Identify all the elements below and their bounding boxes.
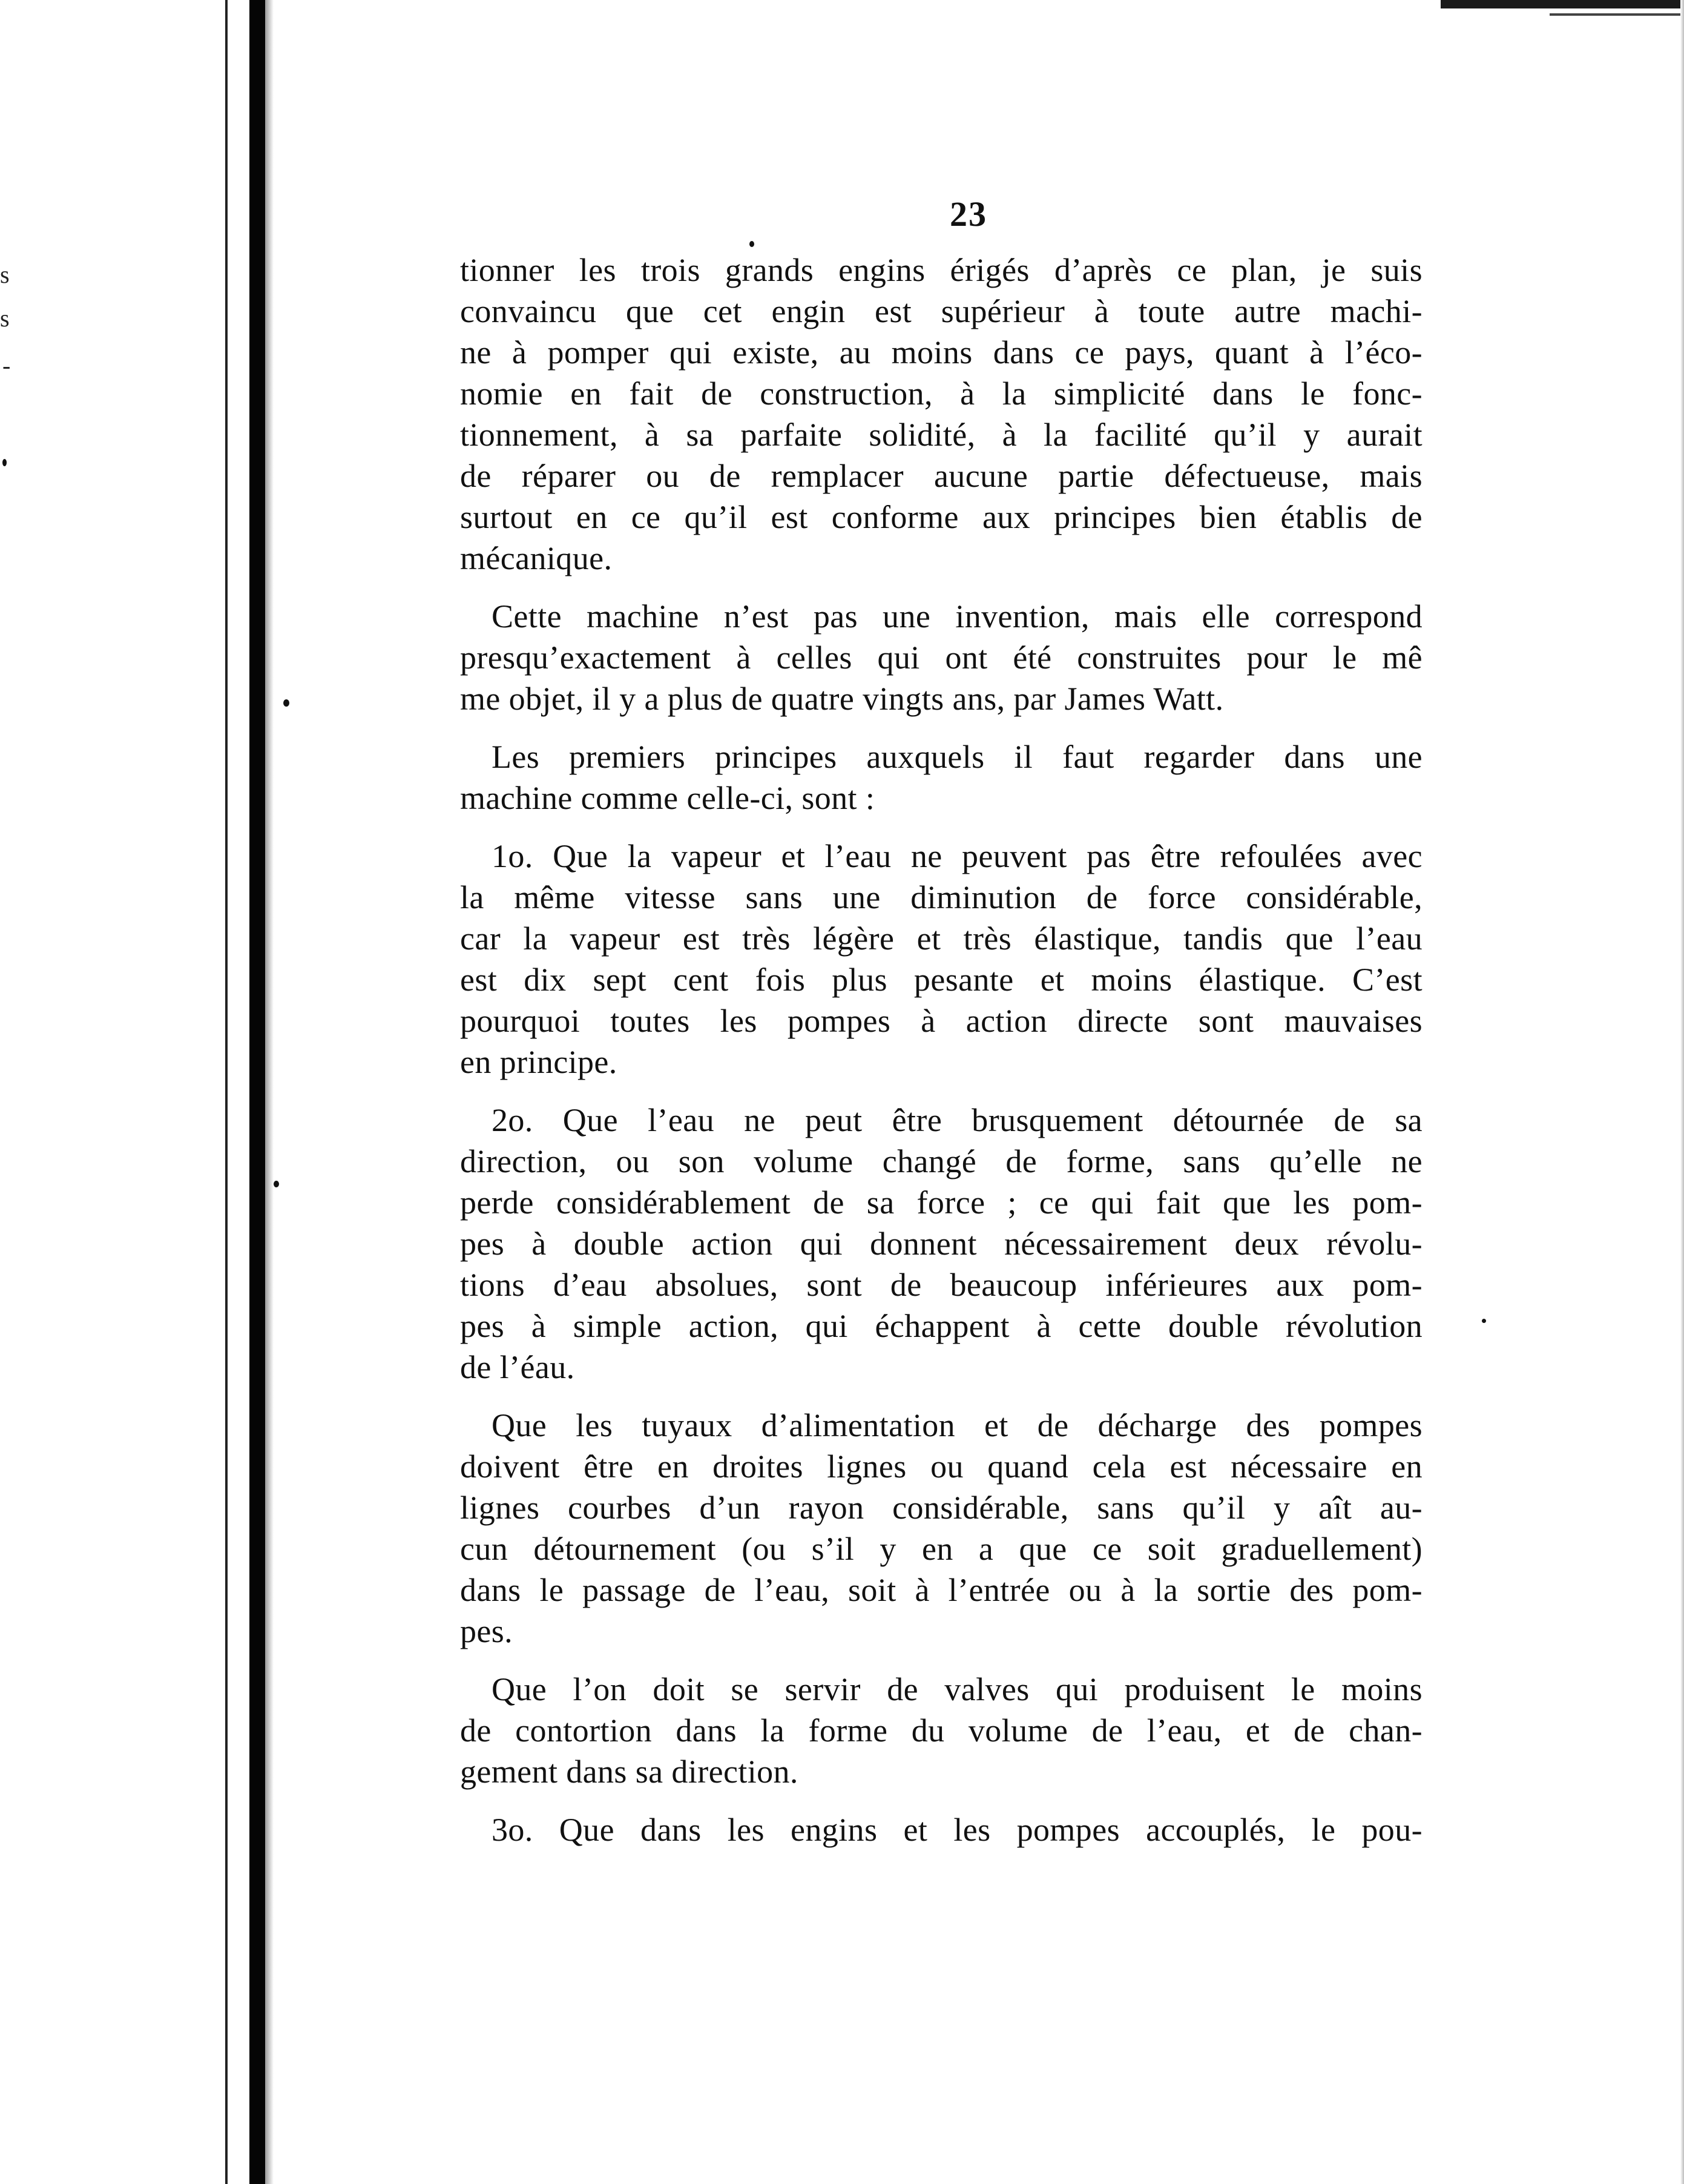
text-line: Que les tuyaux d’alimentation et de décharge des pompes [492,1407,1423,1443]
text-line: direction, ou son volume changé de forme, sans qu’elle ne [460,1143,1423,1179]
paragraph [460,836,1423,1083]
paragraph [460,249,1423,579]
text-line: lignes courbes d’un rayon considérable, sans qu’il y aît au- [460,1490,1423,1526]
text-line: cun détournement (ou s’il y en a que ce soit graduellement) [460,1531,1423,1567]
text-line: 2o. Que l’eau ne peut être brusquement détournée de sa [492,1102,1423,1138]
text-line: Cette machine n’est pas une invention, mais elle correspond [492,598,1423,635]
text-line: surtout en ce qu’il est conforme aux principes bien établis de [460,499,1423,535]
text-line: me objet, il y a plus de quatre vingts ans, par James Watt. [460,681,1224,717]
text-line: la même vitesse sans une diminution de force considérable, [460,879,1423,915]
text-line: est dix sept cent fois plus pesante et moins élastique. C’est [460,962,1423,998]
ink-speck [274,1181,279,1187]
text-line: nomie en fait de construction, à la simplicité dans le fonc- [460,375,1423,412]
gutter-rule [225,0,228,2184]
text-line: gement dans sa direction. [460,1753,798,1790]
facing-page-fragment: - [2,352,11,379]
text-line: perde considérablement de sa force ; ce qui fait que les pom- [460,1184,1423,1221]
text-line: tionner les trois grands engins érigés d’après ce plan, je suis [460,252,1423,288]
text-line: dans le passage de l’eau, soit à l’entrée ou à la sortie des pom- [460,1572,1423,1608]
text-line: pourquoi toutes les pompes à action directe sont mauvaises [460,1003,1423,1039]
ink-speck [283,699,289,707]
top-edge-rule [1441,0,1684,8]
page-number: 23 [950,194,987,234]
paragraph [460,596,1423,719]
text-line: de contortion dans la forme du volume de l’eau, et de chan- [460,1712,1423,1749]
text-line: pes à double action qui donnent nécessairement deux révolu- [460,1226,1423,1262]
text-line: 3o. Que dans les engins et les pompes accouplés, le pou- [492,1812,1423,1848]
text-line: de l’éau. [460,1349,575,1385]
text-line: Les premiers principes auxquels il faut regarder dans une [492,739,1423,775]
text-line: de réparer ou de remplacer aucune partie défectueuse, mais [460,458,1423,494]
text-line: machine comme celle-ci, sont : [460,780,875,816]
top-edge-rule-secondary [1550,13,1684,16]
text-line: convaincu que cet engin est supérieur à toute autre machi- [460,293,1423,329]
facing-page-fragment: s [0,305,10,332]
facing-page-margin [0,0,254,2184]
text-line: tions d’eau absolues, sont de beaucoup inférieures aux pom- [460,1267,1423,1303]
text-line: mécanique. [460,540,613,576]
paragraph [460,1100,1423,1388]
text-line: ne à pomper qui existe, au moins dans ce pays, quant à l’éco- [460,334,1423,371]
ink-speck [749,241,754,247]
paragraph [460,1809,1423,1850]
body-text [460,249,1423,1867]
paragraph [460,736,1423,819]
paragraph [460,1405,1423,1652]
binding-gutter [249,0,265,2184]
ink-speck [1482,1319,1486,1323]
text-line: pes. [460,1613,513,1649]
text-line: presqu’exactement à celles qui ont été construites pour le mê [460,639,1423,676]
text-line: en principe. [460,1044,617,1080]
text-line: pes à simple action, qui échappent à cette double révolution [460,1308,1423,1344]
paragraph [460,1669,1423,1792]
ink-speck [2,459,7,466]
text-line: Que l’on doit se servir de valves qui produisent le moins [492,1671,1423,1707]
text-line: doivent être en droites lignes ou quand cela est nécessaire en [460,1448,1423,1485]
facing-page-fragment: s [0,261,10,288]
gutter-shadow [265,0,274,2184]
right-page-edge [1680,0,1684,2184]
text-line: 1o. Que la vapeur et l’eau ne peuvent pas être refoulées avec [492,838,1423,874]
text-line: car la vapeur est très légère et très élastique, tandis que l’eau [460,920,1423,957]
text-line: tionnement, à sa parfaite solidité, à la facilité qu’il y aurait [460,417,1423,453]
